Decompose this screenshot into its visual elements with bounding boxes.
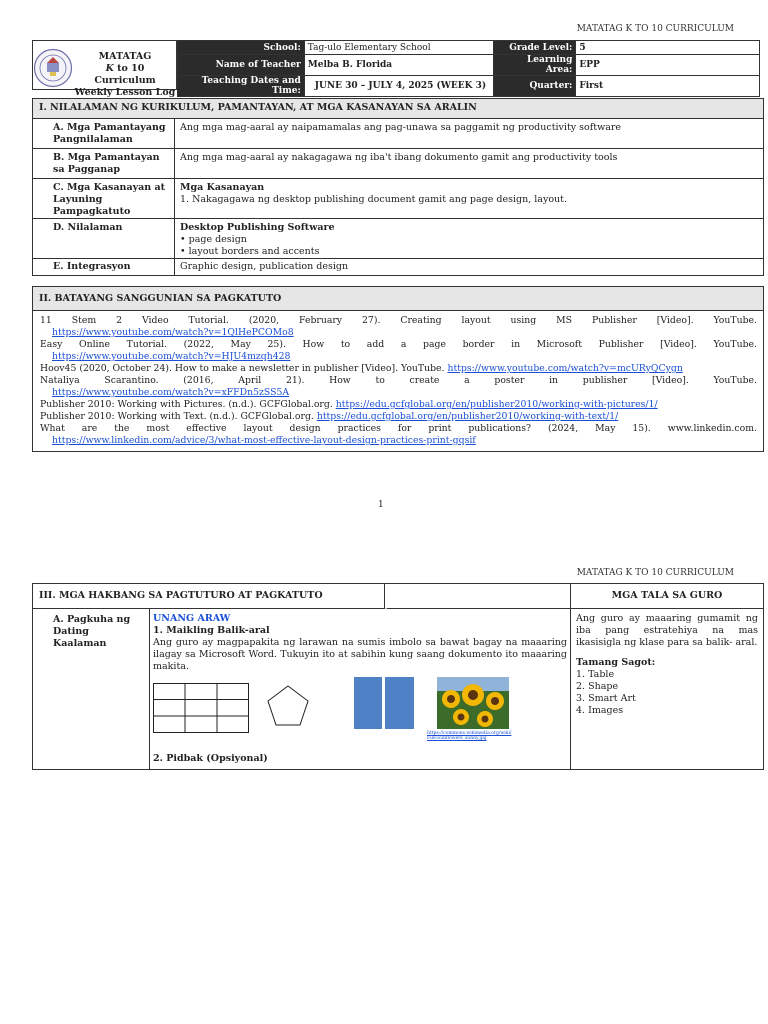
row-d-item-1: • page design: [180, 234, 247, 245]
dates-label: Teaching Dates and Time:: [178, 76, 305, 97]
deped-seal-icon: [33, 48, 73, 88]
header-title-k: K: [105, 63, 114, 74]
section-1: [32, 98, 764, 276]
step-1-text: Ang guro ay magpapakita ng larawan na sumis imbolo sa bawat bagay na maaaring ilagay sa Microsoft Word. Tukuyin ito at sabihin kung saang dokumento ito maaaring makita.: [153, 637, 567, 672]
row-a: [33, 119, 763, 149]
grade-label: Grade Level:: [494, 41, 576, 55]
section-3: [32, 583, 764, 770]
image-source-line-2: File:Sunflowers_sunny.jpg: [427, 736, 487, 741]
area-label: Learning Area:: [494, 55, 576, 76]
header-title: [74, 51, 176, 99]
section-1-title: I. NILALAMAN NG KURIKULUM, PAMANTAYAN, AT MGA KASANAYAN SA ARALIN: [33, 99, 763, 119]
row-e-value: Graphic design, publication design: [180, 261, 349, 272]
ref-7-text: What are the most effective layout design practices for print publications? (2024, May 15). www.linkedin.com.: [40, 423, 757, 434]
header-title-line3: Weekly Lesson Log: [74, 87, 176, 98]
sunflower-image-icon: [437, 677, 509, 729]
answer-4: 4. Images: [576, 705, 624, 716]
ref-5: [40, 399, 757, 411]
ref-6: [40, 411, 757, 423]
row-d: [33, 219, 763, 259]
ref-3-text: Hoov45 (2020, October 24). How to make a newsletter in publisher [Video]. YouTube.: [40, 363, 448, 374]
ref-2-text: Easy Online Tutorial. (2022, May 25). How to add a page border in Microsoft Publisher [Video]. YouTube.: [40, 339, 757, 350]
ref-7-link[interactable]: https://www.linkedin.com/advice/3/what-most-effective-layout-design-practices-print-gqsif: [52, 435, 476, 446]
ref-2-line: [40, 351, 757, 363]
row-e-label: E. Integrasyon: [33, 259, 175, 275]
curriculum-label: MATATAG K TO 10 CURRICULUM: [576, 24, 734, 34]
teacher-notes: [571, 609, 763, 770]
area-value: EPP: [576, 55, 760, 76]
pentagon-shape-icon: [267, 685, 309, 727]
row-d-item-1-text: page design: [188, 234, 247, 245]
dates-value: JUNE 30 – JULY 4, 2025 (WEEK 3): [304, 76, 494, 97]
ref-1-text: 11 Stem 2 Video Tutorial. (2020, February 27). Creating layout using MS Publisher [Video]. YouTube.: [40, 315, 757, 326]
header-title-line2: [74, 63, 176, 87]
row-a-label: A. Mga Pamantayang Pangnilalaman: [33, 119, 175, 148]
step-2-title: 2. Pidbak (Opsiyonal): [153, 753, 268, 764]
row-b-value: Ang mga mag-aaral ay nakagagawa ng iba't ibang dokumento gamit ang productivity tools: [180, 152, 618, 163]
ref-1-line: [40, 327, 757, 339]
ref-4-line: [40, 387, 757, 399]
row-d-item-2: • layout borders and accents: [180, 246, 320, 257]
answers-title: Tamang Sagot:: [576, 657, 656, 668]
row-d-value: [175, 219, 763, 258]
step-a-content: [150, 609, 571, 770]
smart-art-icon: [354, 677, 414, 729]
header-title-line1: MATATAG: [98, 51, 152, 62]
quarter-label: Quarter:: [494, 76, 576, 97]
ref-6-link[interactable]: https://edu.gcfglobal.org/en/publisher2010/working-with-text/1/: [316, 411, 619, 422]
ref-5-text: Publisher 2010: Working with Pictures. (n.d.). GCFGlobal.org.: [40, 399, 336, 410]
header-info-table: [177, 40, 760, 97]
ref-6-text: Publisher 2010: Working with Text. (n.d.). GCFGlobal.org.: [40, 411, 317, 422]
teacher-value: Melba B. Florida: [304, 55, 494, 76]
section-2: [32, 286, 764, 452]
review-images: [153, 677, 567, 753]
answer-3: 3. Smart Art: [576, 693, 636, 704]
section-3-title-spacer: [385, 584, 571, 609]
image-source-caption[interactable]: [427, 731, 511, 741]
row-c: [33, 179, 763, 219]
page-number: 1: [378, 500, 384, 510]
answer-1: 1. Table: [576, 669, 615, 680]
section-3-title: III. MGA HAKBANG SA PAGTUTURO AT PAGKATUTO: [33, 584, 385, 609]
step-a-label: A. Pagkuha ng Dating Kaalaman: [33, 609, 150, 770]
ref-3-link[interactable]: https://www.youtube.com/watch?v=mcURyQCygn: [447, 363, 683, 374]
ref-1-link[interactable]: https://www.youtube.com/watch?v=1QlHePCOMo8: [52, 327, 294, 338]
row-b: [33, 149, 763, 179]
row-c-title: Mga Kasanayan: [180, 182, 265, 193]
school-value: Tag-ulo Elementary School: [304, 41, 494, 55]
curriculum-label-page-2: MATATAG K TO 10 CURRICULUM: [576, 568, 734, 578]
ref-3: [40, 363, 757, 375]
notes-title: MGA TALA SA GURO: [571, 584, 763, 609]
row-c-label: C. Mga Kasanayan at Layuning Pampagkatuto: [33, 179, 175, 218]
quarter-value: First: [576, 76, 760, 97]
ref-4-text: Nataliya Scarantino. (2016, April 21). How to create a poster in publisher [Video]. YouTube.: [40, 375, 757, 386]
row-b-label: B. Mga Pamantayan sa Pagganap: [33, 149, 175, 178]
ref-2-link[interactable]: https://www.youtube.com/watch?v=HJU4mzqh428: [52, 351, 291, 362]
row-c-value: [175, 179, 763, 218]
row-d-item-2-text: layout borders and accents: [188, 246, 320, 257]
row-e: [33, 259, 763, 275]
references-list: [33, 311, 763, 451]
image-source-line-1: https://commons.wikimedia.org/wiki/: [427, 731, 512, 736]
step-1-title: 1. Maikling Balik-aral: [153, 625, 270, 636]
header-title-rest: to 10 Curriculum: [94, 63, 156, 86]
notes-text: Ang guro ay maaaring gumamit ng iba pang estratehiya na mas ikasisigla ng klase para sa balik- aral.: [576, 613, 758, 648]
row-d-label: D. Nilalaman: [33, 219, 175, 258]
ref-4-link[interactable]: https://www.youtube.com/watch?v=xFFDn5zSS5A: [52, 387, 290, 398]
day-label: UNANG ARAW: [153, 613, 231, 624]
ref-7-line: [40, 435, 757, 447]
table-icon: [153, 683, 249, 733]
section-2-title: II. BATAYANG SANGGUNIAN SA PAGKATUTO: [33, 287, 763, 311]
answer-2: 2. Shape: [576, 681, 619, 692]
row-d-title: Desktop Publishing Software: [180, 222, 335, 233]
teacher-label: Name of Teacher: [178, 55, 305, 76]
row-a-value: Ang mga mag-aaral ay naipamamalas ang pag-unawa sa paggamit ng productivity software: [180, 122, 622, 133]
row-c-text: 1. Nakagagawa ng desktop publishing document gamit ang page design, layout.: [180, 194, 567, 205]
grade-value: 5: [576, 41, 760, 55]
ref-5-link[interactable]: https://edu.gcfglobal.org/en/publisher2010/working-with-pictures/1/: [335, 399, 658, 410]
school-label: School:: [178, 41, 305, 55]
